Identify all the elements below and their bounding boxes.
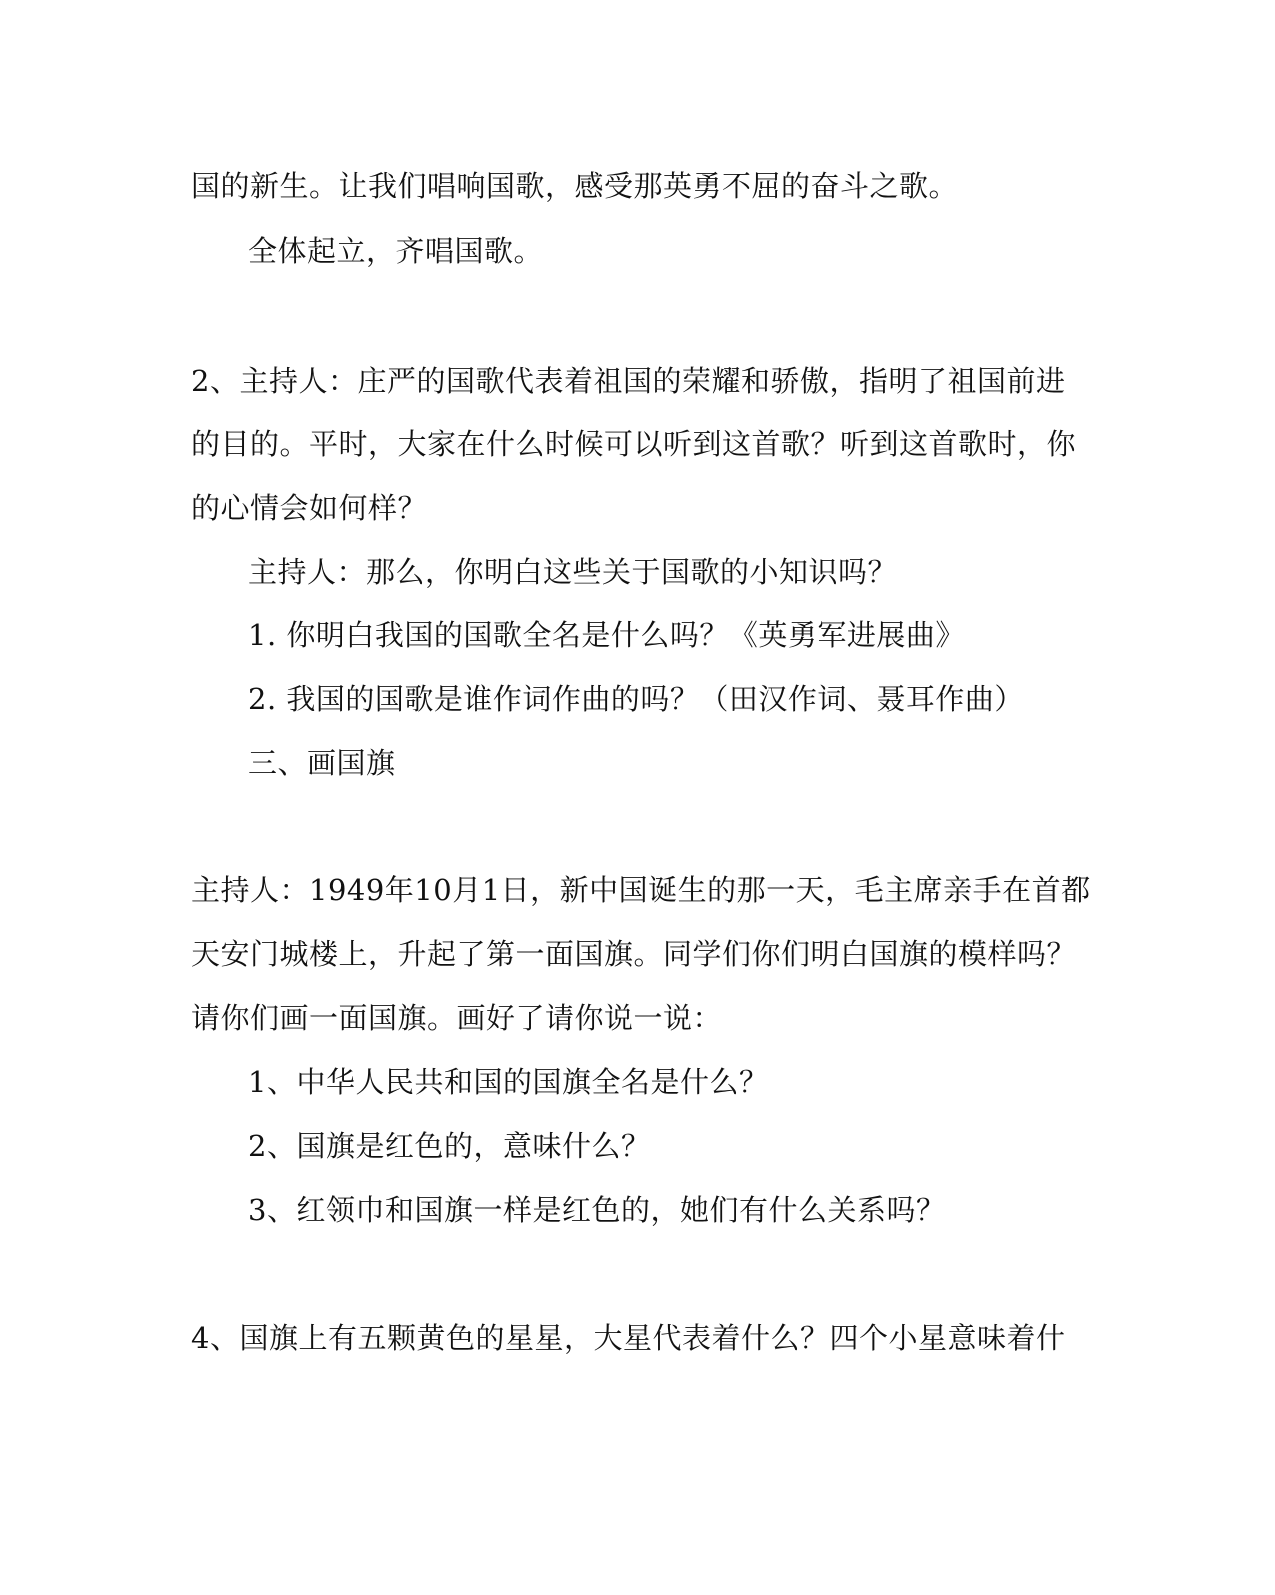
list-item: 2. 我国的国歌是谁作词作曲的吗？（田汉作词、聂耳作曲）: [248, 682, 1024, 716]
paragraph-line: 全体起立，齐唱国歌。: [248, 234, 544, 268]
paragraph-line: 国的新生。让我们唱响国歌，感受那英勇不屈的奋斗之歌。: [191, 169, 959, 203]
paragraph-line: 主持人：那么，你明白这些关于国歌的小知识吗？: [248, 555, 898, 589]
list-item: 3、红领巾和国旗一样是红色的，她们有什么关系吗？: [248, 1193, 946, 1227]
paragraph-line: 的心情会如何样？: [191, 491, 428, 525]
list-item: 2、国旗是红色的，意味什么？: [248, 1129, 651, 1163]
list-item: 1. 你明白我国的国歌全名是什么吗？《英勇军进展曲》: [248, 618, 965, 652]
paragraph-line: 2、主持人：庄严的国歌代表着祖国的荣耀和骄傲，指明了祖国前进: [191, 364, 1066, 398]
paragraph-line: 天安门城楼上，升起了第一面国旗。同学们你们明白国旗的模样吗？: [191, 937, 1077, 971]
list-item: 4、国旗上有五颗黄色的星星，大星代表着什么？四个小星意味着什: [191, 1321, 1066, 1355]
list-item: 1、中华人民共和国的国旗全名是什么？: [248, 1065, 769, 1099]
section-heading: 三、画国旗: [248, 746, 396, 780]
paragraph-line: 主持人：1949年10月1日，新中国诞生的那一天，毛主席亲手在首都: [191, 873, 1091, 907]
paragraph-line: 的目的。平时，大家在什么时候可以听到这首歌？听到这首歌时，你: [191, 427, 1077, 461]
paragraph-line: 请你们画一面国旗。画好了请你说一说：: [191, 1001, 723, 1035]
